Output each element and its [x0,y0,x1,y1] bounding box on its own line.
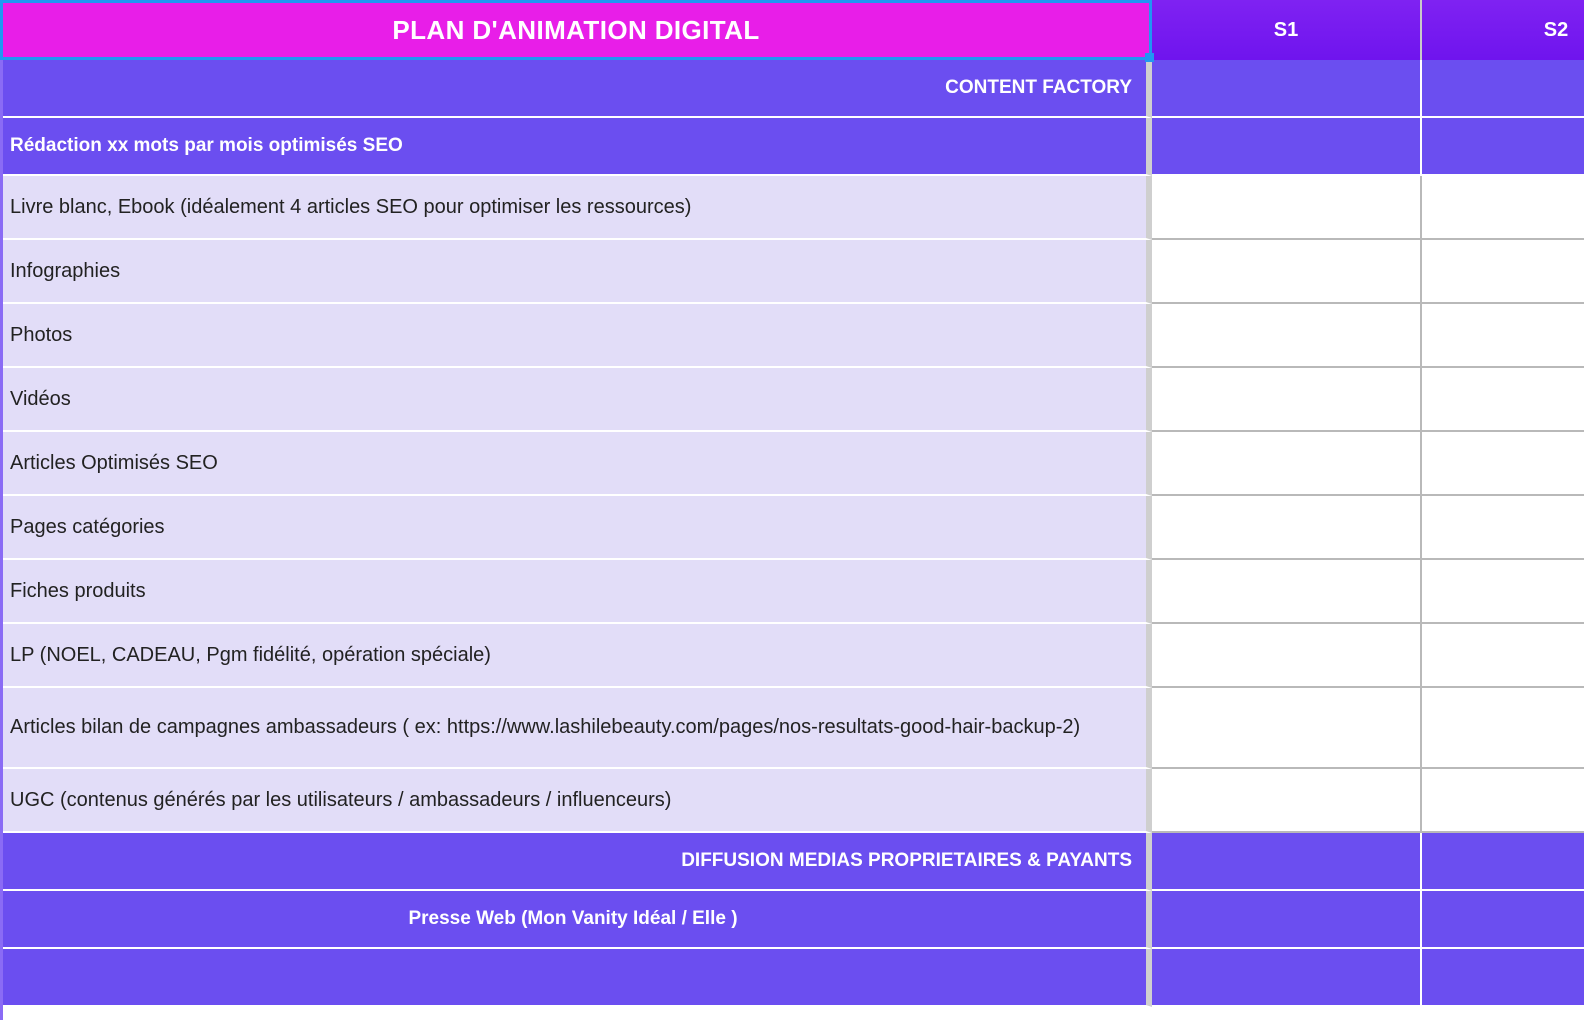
row-livre-blanc-ebook[interactable] [0,176,1152,240]
row-videos[interactable] [0,368,1152,432]
cell-s1[interactable] [1152,304,1422,368]
row-pages-categories[interactable] [0,496,1152,560]
column-header-s1[interactable] [1152,0,1422,60]
row-label: UGC (contenus générés par les utilisateurs / ambassadeurs / influenceurs) [10,788,672,811]
row-label: Pages catégories [10,515,165,538]
row-partial-label[interactable] [0,949,1152,1007]
cell-s1[interactable] [1152,432,1422,496]
table-row [0,560,1584,624]
cell-s1[interactable] [1152,891,1422,949]
row-label: DIFFUSION MEDIAS PROPRIETAIRES & PAYANTS [681,850,1132,871]
table-row [0,891,1584,949]
row-label: Rédaction xx mots par mois optimisés SEO [10,135,403,156]
left-edge-strip [0,60,3,1020]
cell-s2[interactable] [1422,118,1584,176]
column-header-label: S2 [1543,18,1569,41]
row-articles-optimises-seo[interactable] [0,432,1152,496]
table-row [0,60,1584,118]
cell-s1[interactable] [1152,949,1422,1007]
table-row-partial [0,949,1584,1007]
row-fiches-produits[interactable] [0,560,1152,624]
column-header-label: S1 [1273,18,1299,41]
cell-s1[interactable] [1152,833,1422,891]
cell-s1[interactable] [1152,60,1422,118]
row-label: Vidéos [10,387,71,410]
row-ugc[interactable] [0,769,1152,833]
table-row [0,688,1584,769]
table-row [0,368,1584,432]
subheader-redaction-seo[interactable] [0,118,1152,176]
section-header-diffusion-medias[interactable] [0,833,1152,891]
document-title-cell[interactable] [0,0,1152,60]
table-row [0,240,1584,304]
cell-s1[interactable] [1152,560,1422,624]
cell-s2[interactable] [1422,891,1584,949]
page-title: PLAN D'ANIMATION DIGITAL [392,14,760,45]
row-label: Fiches produits [10,579,146,602]
cell-s1[interactable] [1152,176,1422,240]
cell-s2[interactable] [1422,240,1584,304]
section-header-content-factory[interactable] [0,60,1152,118]
row-label: Livre blanc, Ebook (idéalement 4 articles SEO pour optimiser les ressources) [10,195,692,218]
cell-s2[interactable] [1422,432,1584,496]
cell-s2[interactable] [1422,624,1584,688]
cell-s2[interactable] [1422,176,1584,240]
cell-s2[interactable] [1422,560,1584,624]
cell-s2[interactable] [1422,833,1584,891]
cell-s1[interactable] [1152,624,1422,688]
cell-s2[interactable] [1422,769,1584,833]
row-landing-pages[interactable] [0,624,1152,688]
row-articles-bilan-campagnes[interactable] [0,688,1152,769]
table-row [0,496,1584,560]
row-photos[interactable] [0,304,1152,368]
table-row [0,833,1584,891]
table-row [0,624,1584,688]
row-label: Articles bilan de campagnes ambassadeurs ( ex: https://www.lashilebeauty.com/pages/nos-resultats-good-hair-backup-2) [10,716,1081,738]
row-label: CONTENT FACTORY [945,77,1132,98]
header-row [0,0,1584,60]
cell-s1[interactable] [1152,496,1422,560]
subheader-presse-web[interactable] [0,891,1152,949]
selection-fill-handle[interactable] [1145,53,1154,62]
cell-s2[interactable] [1422,688,1584,769]
cell-s2[interactable] [1422,949,1584,1007]
cell-s2[interactable] [1422,496,1584,560]
table-row [0,176,1584,240]
cell-s1[interactable] [1152,769,1422,833]
cell-s2[interactable] [1422,368,1584,432]
table-row [0,432,1584,496]
row-label: Photos [10,323,73,346]
cell-s1[interactable] [1152,368,1422,432]
cell-s2[interactable] [1422,60,1584,118]
row-label: Infographies [10,259,121,282]
table-row [0,118,1584,176]
row-label: LP (NOEL, CADEAU, Pgm fidélité, opération spéciale) [10,643,491,666]
cell-s1[interactable] [1152,688,1422,769]
cell-s1[interactable] [1152,240,1422,304]
column-header-s2[interactable] [1422,0,1584,60]
row-infographies[interactable] [0,240,1152,304]
table-row [0,769,1584,833]
row-label: Presse Web (Mon Vanity Idéal / Elle ) [408,908,738,929]
cell-s2[interactable] [1422,304,1584,368]
row-label: Articles Optimisés SEO [10,451,218,474]
cell-s1[interactable] [1152,118,1422,176]
table-row [0,304,1584,368]
